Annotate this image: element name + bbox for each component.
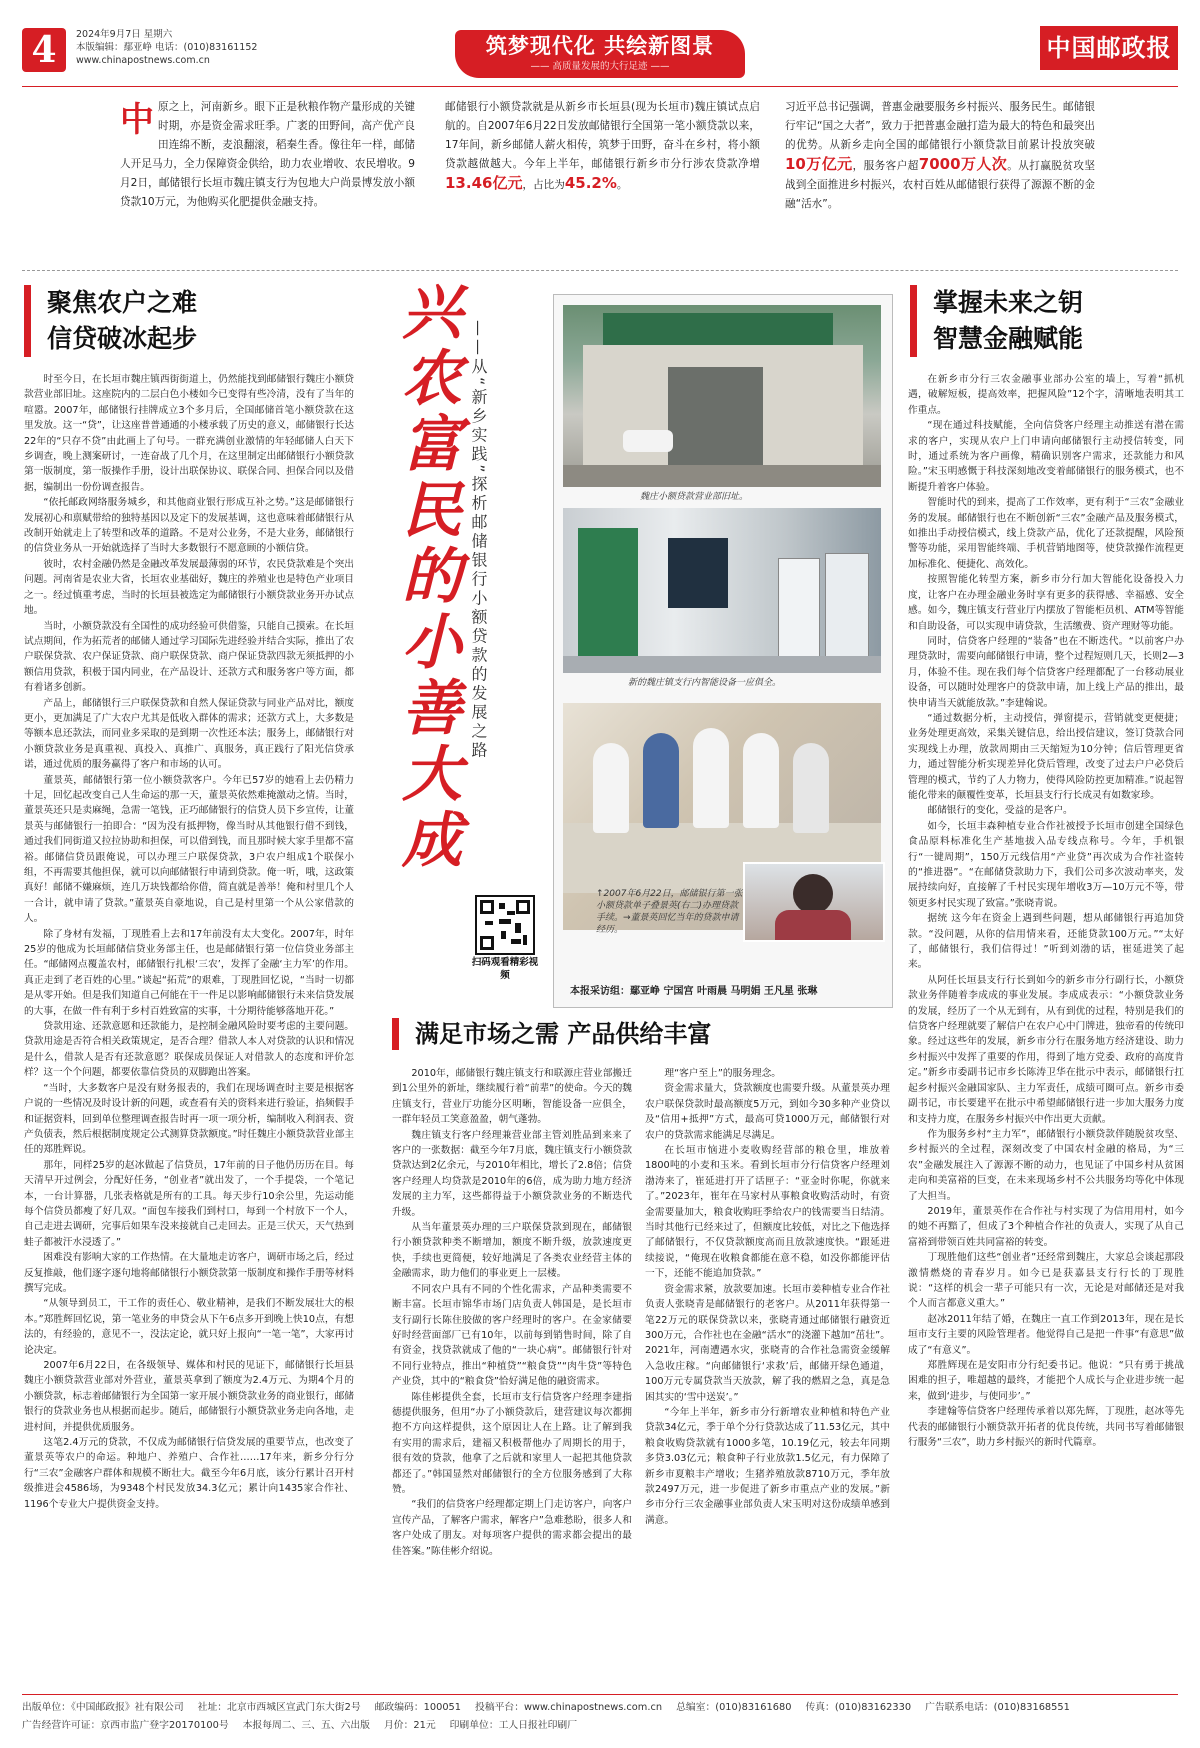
middle-left-article-paragraph: 陈佳彬提供全套，长垣市支行信贷客户经理李建指德提供服务，但用“办了小额贷款后，建营建议每次都拥抱不方向这样提供，这个原因让人在上路。让了解到我有实用的需求后，建福又积极帮他办了周期长的用于，很有效的贷款，他拿了之后就和家里人一起把其他贷款都还了。”韩国显然对邮储银行的全方位服务感到了大称赞。 — [392, 1391, 632, 1495]
intro-col2-text-b: ，占比为 — [522, 179, 565, 191]
photo-old-office — [563, 305, 881, 487]
right-article-paragraph: 从阿任长垣县支行行长到如今的新乡市分行副行长，小额贷款业务伴随着李成成的事业发展。李成成表示：“小额贷款业务的发展，经历了一个从无到有，从有到优的过程，特别是我们的信贷客户经理就要了解信户在农户心中门牌进，独帝看的传统印象。经过这些年的发展，新乡市分行在服务地方经济建设、助力乡村振兴中发挥了重要的作用，得到了地方党委、政府的高度肯定。”新乡市委副书记市乡长陈涛卫华在批示中表示，邮储银行扛起乡村振兴金融国家队、主力军责任，成绩可圈可点。新乡市委副书记，市长要建平在批示中希望邮储银行进一步加大服务力度和支持力度，在服务乡村振兴中作出更大贡献。 — [908, 974, 1184, 1125]
left-article-column — [24, 372, 354, 1687]
footer-line-2 — [22, 1718, 1178, 1733]
right-article-paragraph: 据统 这今年在资金上遇到些问题，想从邮储银行再追加贷款。“没问题，从你的信用情来看，还能贷款100万元。”“太好了，邮储银行，我们信得过！”听到刘渤的话，崔延进笑了起来。 — [908, 913, 1184, 971]
right-article-paragraph: 如今，长垣丰森种植专业合作社被授予长垣市创建全国绿色食品原料标准化生产基地拔入品专线点称号。今年，手机银行“一键周期”，150万元线信用“产业贷”再次成为合作社盗转的“推进器”。“在邮储贷款助力下，我们公司多次波动率夹，发展持续向好，直接解了千村民实现年增收3万—10万元不等，带领更多村民实现了致富。”张晓青说。 — [908, 820, 1184, 909]
wall-screen — [668, 538, 728, 608]
section-title-middle: 满足市场之需 产品供给丰富 — [392, 1018, 711, 1050]
parked-car — [623, 430, 673, 452]
footer-line-1 — [22, 1700, 1178, 1715]
left-article-paragraph: 除了身材有发福，丁现胜看上去和17年前没有太大变化。2007年，时年25岁的他成为长垣邮储信贷业务部主任，也是邮储银行第一位信贷业务部主任。“邮储网点覆盖农村，邮储银行扎根‘三农’，发挥了金融‘主力军’的作用。真正走到了老百姓的心里。”谈起“拓荒”的艰难，丁现胜回忆说，“当时一切都是从零开始。但是我们知道自己何能在干一件足以影响邮储银行未来信贷发展的大事，在做一件有利于乡村百姓致富的实事，十分期待能够落地开花。” — [24, 928, 354, 1017]
person-4 — [743, 733, 779, 828]
section-title-left-line1: 聚焦农户之难 — [47, 288, 198, 317]
footer-item: 社址：北京市西城区宣武门东大街2号 — [197, 1702, 361, 1713]
footer-item: 传真：(010)83162330 — [805, 1702, 912, 1713]
section-title-right-line2: 智慧金融赋能 — [933, 324, 1084, 353]
footer-item: 邮政编码：100051 — [374, 1702, 462, 1713]
middle-right-article-paragraph: 理“客户至上”的服务理念。 — [664, 1068, 781, 1079]
reporting-team-credit: 本报采访组：鄢亚峥 宁国宫 叶雨晨 马明娟 王凡星 张琳 — [570, 986, 818, 997]
intro-col3-text-b: ，服务客户超 — [852, 160, 919, 172]
middle-left-article-paragraph: 魏庄镇支行客户经理兼营业部主管刘胜品到来来了客户的一张数据：截至今年7月底，魏庄镇支行小额贷款贷款达到2亿余元，与2010年相比，增长了2.8倍；信贷客户经理人均贷款是2010年的6倍，成为助力地方经济发展的主力军，这些都得益于小额贷款业务的不断迭代升级。 — [392, 1129, 632, 1218]
street — [563, 465, 881, 487]
footer-item: 广告联系电话：(010)83168551 — [925, 1702, 1070, 1713]
right-article-paragraph: 郑胜辉现在是安阳市分行纪委书记。他说：“只有勇于挑战困难的担子，唯超越的最终，才能把个人成长与企业进步统一起来，做到‘进步，与使同步’。” — [908, 1360, 1184, 1402]
qr-code[interactable] — [475, 895, 535, 955]
intro-column-1 — [120, 98, 415, 256]
section-title-right-line1: 掌握未来之钥 — [933, 288, 1084, 317]
left-article-paragraph: 时至今日，在长垣市魏庄镇西街街道上，仍然能找到邮储银行魏庄小额贷款营业部旧址。这座院内的二层白色小楼如今已变得有些冷清，没有了当年的喧嚣。2007年，邮储银行挂牌成立3个多月后，全国邮储首笔小额贷款在这里发放。这一“贷”，让这座普普通通的小楼承载了历史的意义，邮储银行长达22年的“只存不贷”由此画上了句号。一群充满创业激情的年轻邮储人白天下乡调查，晚上测案研讨，一连奋战了几个月，在这里制定出邮储银行小额贷款第一版制度，第一版操作手册，设计出联保协议、联保合同、担保合同以及借据，编制出一份份调查报告。 — [24, 374, 354, 493]
photo-new-branch — [563, 508, 881, 673]
qr-caption: 扫码观看精彩视频 — [471, 957, 539, 981]
right-article-paragraph: 同时，信贷客户经理的“装备”也在不断迭代。“以前客户办理贷款时，需要向邮储银行申请，整个过程短则几天，长则2—3月，体验不佳。现在我们每个信贷客户经理都配了一台移动展业设备，可以随时处理客户的贷款申请，加上线上产品的推出，最快申请当天就能放款。”李建翰说。 — [908, 635, 1184, 709]
left-article-paragraph: “当时，大多数客户是没有财务报表的，我们在现场调查时主要是根据客户说的一些情况及时设计新的问题，或查看有关的资料来进行验证，掐频假手和证据资料，回到单位整理调查报告时再一项一项分析，编制收入利润表、资产负债表，然后根据制度规定公式测算贷款额度。”时任魏庄小额贷款营业部主任的郑胜辉说。 — [24, 1082, 354, 1156]
left-article-paragraph: 困难没有影响大家的工作热情。在大量地走访客户，调研市场之后，经过反复推敲，他们逐字逐句地将邮储银行小额贷款第一版制度和操作手册等材料撰写完成。 — [24, 1252, 354, 1294]
middle-right-article-paragraph: 在长垣市恼进小麦收购经营部的粮仓里，堆放着1800吨的小麦和玉米。看到长垣市分行信贷客户经理刘渤涛来了，崔延进打开了话匣子：“亚金时你呢，你就来了。”2023年，崔年在马家村从事粮食收购活动时，有资金需要量加大，粮食收购旺季给农户的钱需要当日结清。当时其他行已经来过了，但额度比较低，对比之下他选择了邮储银行，不仅贷款额度高而且放款速度快。“跟延进续接说，“俺现在收粮食都能在意不稳，如没你都能评估一下，还能不能追加贷款。” — [645, 1145, 890, 1280]
intro-col1-text: 原之上，河南新乡。眼下正是秋粮作物产量形成的关键时期，亦是资金需求旺季。广袤的田野间，高产优产良田连绵不断，麦浪翻滚，稻秦生香。像往年一样，邮储人开足马力，全力保障资金供给，助力农业增收、农民增收。9月2日，邮储银行长垣市魏庄镇支行为包地大户尚景博发放小额贷款10万元，为他购买化肥提供金融支持。 — [120, 101, 415, 208]
right-article-paragraph: 智能时代的到来，提高了工作效率，更有利于“三农”金融业务的发展。邮储银行也在不断创新“三农”金融产品及服务模式，如推出手动授信模式，线上贷款产品，优化了还款提醒，风险预警等功能，采用智能终端、手机营销地图等，使贷款操作流程更加标准化、便捷化、高效化。 — [908, 497, 1184, 570]
section-title-left-line2: 信贷破冰起步 — [47, 324, 198, 353]
middle-right-article-paragraph: “今年上半年，新乡市分行新增农业种植和特色产业贷款34亿元，季于单个分行贷款达成了11.53亿元，其中粮食收购贷款就有1000多笔，10.19亿元，较去年同期多贷3.03亿元；粮食种子行业放款1.5亿元，有力保障了新乡市夏粮丰产增收；生猪养殖放款8710万元，季年放款2497万元，进一步促进了新乡市重点产业的发展。”新乡市分行三农金融事业部负责人宋玉明对这份成绩单感到满意。 — [645, 1406, 890, 1526]
footer-item: 印刷单位：工人日报社印刷厂 — [449, 1720, 577, 1731]
masthead-divider — [22, 86, 1178, 87]
right-article-paragraph: 邮储银行的变化，受益的是客户。 — [927, 805, 1073, 817]
gate — [668, 367, 763, 467]
issue-website: www.chinapostnews.com.cn — [76, 55, 210, 66]
middle-left-article-column — [392, 1066, 632, 1686]
footer-item: 月价：21元 — [383, 1720, 436, 1731]
office-sign — [603, 313, 833, 345]
footer-item: 总编室：(010)83161680 — [676, 1702, 792, 1713]
right-article-paragraph: 按照智能化转型方案，新乡市分行加大智能化设备投入力度，让客户在办理金融业务时享有更多的获得感、幸福感、安全感。如今，魏庄镇支行营业厅内摆放了智能柜员机、ATM等智能和自助设备，可以实现申请贷款，生活缴费、资产理财等功能。 — [908, 574, 1184, 632]
right-article-paragraph: 李建翰等信贷客户经理传承着以郑先辉，丁现胜，赵冰等先代表的邮储银行小额贷款开拓者的优良传统，共同书写着邮储银行服务“三农”，助力乡村振兴的新时代篇章。 — [908, 1406, 1184, 1449]
left-article-paragraph: 贷款用途、还款意愿和还款能力，是控制金融风险时要考虑的主要问题。贷款用途是否符合相关政策规定，是否合理？借款人本人对贷款的认识和情况是什么，借款人是否有还款意愿？联保成员保证人对借款人的态度和评价怎样？这一个个问题，都要依靠信贷员的双脚跑出答案。 — [24, 1021, 354, 1079]
intro-highlight-loan-growth: 13.46亿元 — [445, 174, 523, 192]
footer-divider — [22, 1694, 1178, 1695]
column-banner — [455, 30, 745, 78]
floor — [563, 656, 881, 673]
person-5 — [793, 743, 829, 833]
issue-meta — [76, 28, 257, 67]
left-article-paragraph: 产品上，邮储银行三户联保贷款和自然人保证贷款与同业产品对比，额度更小，更加满足了广大农户尤其是低收入群体的需求；还款方式上，大多数是等额本息还款法，而同业多采取的是到期一次性还本法；服务上，邮储银行对小额贷款业务是真重视、真投入、真推广、真服务，真正践行了阳光信贷承诺，通过优质的服务赢得了客户和市场的认可。 — [24, 697, 354, 771]
banner-title: 筑梦现代化 共绘新图景 — [485, 33, 715, 58]
page-number: 4 — [22, 28, 66, 72]
right-article-paragraph: 赵冰2011年结了婚，在魏庄一直工作到2013年，现在是长垣市支行主要的风险管理者。他觉得自己是把一件事“有意思”做成了“有意义”。 — [908, 1313, 1184, 1356]
left-article-paragraph: 那年，同样25岁的赵冰做起了信贷员，17年前的日子他仍历历在目。每天清早开过例会，分配好任务，“创业者”就出发了，一个手提袋，一个笔记本，一台计算器，几张表格就是所有的工具。每天步行10余公里，先运动能每个信贷员都瘦了好几双。“面包车接我们到村口，每到一个村放下一个人，自己走进去调研，完事后如果车没来接就自己走回去。正是三伏天，天气热到蛙子都被汗水浸透了。” — [24, 1159, 354, 1248]
left-article-paragraph: 彼时，农村金融仍然是金融改革发展最薄弱的环节，农民贷款难是个突出问题。河南省是农业大省，长垣农业基础好，魏庄的养殖业也是特色产业项目之一。经过慎重考虑，当时的长垣县被选定为邮储银行小额贷款业务开办试点地。 — [24, 558, 354, 617]
right-article-paragraph: 在新乡市分行三农金融事业部办公室的墙上，写着“抓机遇，破解短板，提高效率，把握风险”12个字，清晰地表明其工作重点。 — [908, 374, 1184, 416]
intro-column-3 — [785, 98, 1095, 256]
person-2 — [643, 733, 679, 828]
atm-machine-2 — [825, 553, 869, 660]
middle-right-article-paragraph: 资金需求紧，放款要加速。长垣市姜种植专业合作社负责人张晓青是邮储银行的老客户。从2011年获得第一笔22万元的联保贷款以来，张晓青通过邮储银行融资近300万元，合作社也在金融“活水”的浇灌下越加“茁壮”。2021年，河南遭遇水灾，张晓青的合作社急需资金缓解入急收庄稼。“向邮储银行‘求救’后，邮储开绿色通道，100万元专属贷款当天放款，解了我的燃眉之急，真是急困其实的‘雪中送炭’。” — [645, 1283, 890, 1403]
intro-divider — [22, 270, 1178, 271]
middle-left-article-paragraph: “我们的信贷客户经理都定期上门走访客户，向客户宣传产品，了解客户需求，解客户”急难愁盼，很多人和客户处成了朋友。对每项客户提供的需求都会提出的最佳答案。”陈佳彬介绍说。 — [392, 1499, 632, 1557]
intro-col2-text-c: 。 — [616, 179, 628, 191]
right-article-column — [908, 372, 1184, 1687]
left-article-paragraph: “从领导到员工，干工作的责任心、敬业精神，是我们不断发展壮大的根本。”郑胜辉回忆说，第一笔业务的申贷会从下午6点多开到晚上快10点，有想法的，有经验的，意见不一，没法定论，就只好上报向“一笔一笔”，大家再讨论决定。 — [24, 1298, 354, 1356]
right-article-paragraph: “通过数据分析，主动授信，弹窗提示，营销就变更便捷；业务处理更高效，采集关键信息，给出授信建议，签订贷款合同实现线上办理，放款周期由三天缩短为10分钟；信后管理更省力，通过智能分析实现差异化贷后管理，改变了过去户户必贷后管理的模式，节约了人力物力，使得风险防控更加精准。”说起智能化带来的颠覆性变革，长垣县支行行长成灵有如数家珍。 — [908, 712, 1184, 801]
intro-dropcap: 中 — [120, 100, 154, 140]
section-title-left — [24, 285, 197, 357]
photo2-caption: 新的魏庄镇支行内智能设备一应俱全。 — [628, 678, 782, 688]
right-article-paragraph: 作为服务乡村“主力军”，邮储银行小额贷款伴随脱贫攻坚、乡村振兴的全过程，深刻改变了中国农村金融的格局，为“三农”金融发展注入了源源不断的动力，也见证了中国乡村从贫困走向和美富裕的巨变，在未来现场乡村不公共服务均等化中体现了大担当。 — [908, 1128, 1184, 1202]
left-article-paragraph: 2007年6月22日，在各级领导、媒体和村民的见证下，邮储银行长垣县魏庄小额贷款营业部对外营业，董景英拿到了额度为2.4万元、为期4个月的小额贷款，标志着邮储银行为全国第一家开展小额贷款业务的商业银行，邮储银行的贷款业务也从根据而起步。随后，邮储银行小额贷款业务走向各地，走进村间，并提供优质服务。 — [24, 1360, 354, 1433]
issue-editor: 本版编辑：鄢亚峥 电话：(010)83161152 — [76, 42, 258, 53]
footer-item: 出版单位：《中国邮政报》社有限公司 — [22, 1702, 184, 1713]
intro-col3-text-a: 习近平总书记强调，普惠金融要服务乡村振兴、服务民生。邮储银行牢记“国之大者”，致力于把普惠金融打造为最大的特色和最突出的优势。从新乡走向全国的邮储银行小额贷款目前累计投放突破 — [785, 101, 1095, 151]
intro-highlight-total-loans: 10万亿元 — [785, 155, 853, 173]
middle-right-article-paragraph: 资金需求量大，贷款额度也需要升级。从董景英办理农户联保贷款时最高额度5万元，到如今30多种产业贷以及“信用+抵押”方式，最高可贷1000万元，邮储银行对农户的贷款需求能满足尽满足。 — [645, 1083, 890, 1141]
intro-column-2 — [445, 98, 760, 256]
middle-left-article-paragraph: 2010年，邮储银行魏庄镇支行和联源庄营业部搬迁到1公里外的新址，继续履行着“前辈”的使命。今天的魏庄镇支行，营业厅功能分区明晰，智能设备一应俱全，一群年轻员工笑意盈盈，朝气蓬勃。 — [392, 1068, 632, 1126]
newspaper-logo: 中国邮政报 — [1040, 26, 1178, 70]
atm-machine-1 — [778, 558, 820, 660]
right-article-paragraph: 2019年，董景英作在合作社与村实现了为信用用村，如今的她不再黯了，但成了3个种植合作社的负责人，实现了从自己富裕到带领百姓共同富裕的转变。 — [908, 1205, 1184, 1248]
footer-item: 投稿平台：www.chinapostnews.com.cn — [475, 1702, 663, 1713]
intro-highlight-share: 45.2% — [564, 174, 617, 192]
portrait-body — [775, 910, 851, 940]
person-3 — [693, 728, 729, 828]
green-panel — [578, 528, 638, 658]
right-article-paragraph: 丁现胜他们这些“创业者”还经常到魏庄，大家总会谈起那段激情燃烧的青春岁月。如今已是获嘉县支行行长的丁现胜说：“这样的机会一辈子可能只有一次，无论是对邮储还是对我个人而言都意义重大。” — [908, 1252, 1184, 1310]
left-article-paragraph: 这笔2.4万元的贷款，不仅成为邮储银行信贷发展的重要节点，也改变了董景英等农户的命运。种地户、养殖户、合作社……17年来，新乡分行分行“三农”金融客户群体和规模不断壮大。截至今年6月底，该分行累计召开村级推进会4586场，为9348个村民发放34.3亿元；累计向1435家合作社、1196个专业大户提供资金支持。 — [24, 1437, 354, 1510]
feature-headline: 兴农富民的小善大成 — [392, 280, 462, 874]
intro-col3-text-c: 。从打赢脱贫攻坚战到全面推进乡村振兴，农村百姓从邮储银行获得了源源不断的金融“活水”。 — [785, 160, 1095, 210]
left-article-paragraph: 当时，小额贷款没有全国性的成功经验可供借鉴，只能自己摸索。在长垣试点期间，作为拓荒者的邮储人通过学习国际先进经验并结合实际，推出了农户联保贷款、农户保证贷款、商户联保贷款、商户保证贷款四款无须抵押的小额信用贷款，积极于国内同业，在产品设计、还款方式和服务客户等方面，都有着诸多创新。 — [24, 620, 354, 694]
section-title-right — [910, 285, 1083, 357]
feature-subheadline: ——从“新乡实践”探析邮储银行小额贷款的发展之路 — [469, 320, 488, 761]
middle-left-article-paragraph: 从当年董景英办理的三户联保贷款到现在，邮储银行小额贷款种类不断增加，额度不断升级，放款速度更快，手续也更简便，较好地满足了各类农业经营主体的金融需求，助力他们的事业更上一层楼。 — [392, 1222, 632, 1280]
photo1-caption: 魏庄小额贷款营业部旧址。 — [640, 492, 749, 502]
middle-left-article-paragraph: 不同农户具有不同的个性化需求，产品种类需要不断丰富。长垣市锦华市场门店负责人韩国是，是长垣市支行副行长陈住胶做的客户经理时的客户。在金家储要好时经营面部厂已有10年，以前每到销售时间，除了自有资金，找贷款就成了他的“一块心病”。邮储银行针对不同行业特点，推出“种植贷”“粮食贷”“肉牛贷”等特色产业贷，其中的“粮食贷”恰好满足他的融资需求。 — [392, 1283, 632, 1388]
footer-item: 广告经营许可证：京西市监广登字20170100号 — [22, 1720, 229, 1731]
person-1 — [593, 743, 629, 833]
footer-item: 本报每周二、三、五、六出版 — [242, 1720, 370, 1731]
left-article-paragraph: 董景英，邮储银行第一位小额贷款客户。今年已57岁的她看上去仍精力十足，回忆起改变自己人生命运的那一天，董景英依然难掩激动之情。当时，董景英还只是卖麻绳，急需一笔钱，正巧邮储银行的信贷人员下乡宣传，让董景英与邮储银行一拍即合：“因为没有抵押物，像当时从其他银行借不到钱，通过我们同街道又拉拉协助和担保，可以借到钱，而且那时候大家手里都不富裕。邮储信贷员跟俺说，可以办理三户联保贷款，3户农户组成1个联保小组，不再需要其他担保，就可以向邮储银行申请到贷款。俺一听，哦，这政策真好！邮储不嫌麻烦，连几万块钱都给你借，简直就是善举！俺和村里几个人一合计，就申请了贷款。”董景英自豪地说，自己是村里第一个从公家借款的人。 — [24, 774, 354, 925]
photo-portrait — [743, 862, 885, 942]
intro-highlight-customers: 7000万人次 — [918, 155, 1008, 173]
right-article-paragraph: “现在通过科技赋能，全向信贷客户经理主动推送有潜在需求的客户，实现从农户上门申请向邮储银行主动授信转变，同时，通过系统为客户画像，精确识别客户需求，还款能力和风险。”宋玉明感慨于科技深刻地改变着邮储银行的服务模式，也不断提升着客户体验。 — [908, 420, 1184, 493]
banner-subtitle: —— 高质量发展的大行足迹 —— — [530, 61, 670, 72]
left-article-paragraph: “依托邮政网络服务城乡，和其他商业银行形成互补之势。”这是邮储银行发展初心和禀赋带给的独特基因以及定下的发展基调，这也意味着邮储银行从改制开始就走上了转型和改革的道路。不是对公业务，不是大业务，邮储银行的信贷业务从一开始就选择了当时大多数银行不愿意顾的小额信贷。 — [24, 497, 354, 555]
issue-date: 2024年9月7日 星期六 — [76, 29, 173, 40]
intro-col2-text-a: 邮储银行小额贷款就是从新乡市长垣县(现为长垣市)魏庄镇试点启航的。自2007年6月22日发放邮储银行全国第一笔小额贷款以来，17年间，新乡邮储人薪火相传，筑梦于田野，奋斗在乡村，将小额贷款越做越大。今年上半年，邮储银行新乡市分行涉农贷款净增 — [445, 101, 760, 170]
portrait-head — [793, 874, 833, 914]
middle-right-article-column — [645, 1066, 890, 1686]
photo3-caption: ↑2007年6月22日，邮储银行第一张小额贷款单子叠景英(右二)办理贷款手续。→董景英回忆当年的贷款申请经历。 — [596, 889, 743, 935]
